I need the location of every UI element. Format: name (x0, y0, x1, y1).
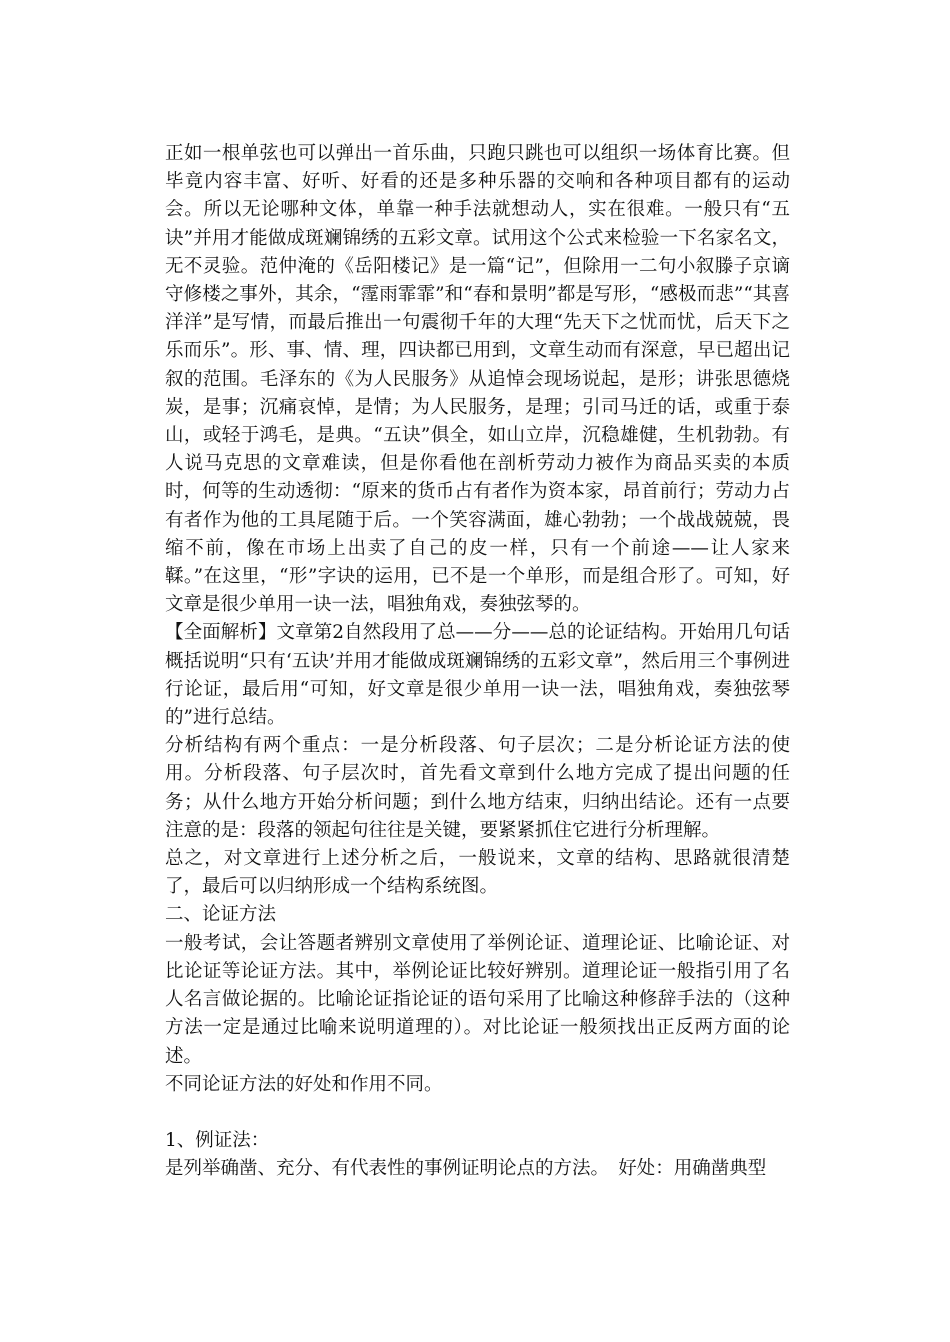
document-body (165, 140, 790, 1184)
paragraph-exam-methods: 一般考试，会让答题者辨别文章使用了举例论证、道理论证、比喻论证、对比论证等论证方法。其中，举例论证比较好辨别。道理论证一般指引用了名人名言做论据的。比喻论证指论证的语句采用了比喻这种修辞手法的（这种方法一定是通过比喻来说明道理的）。对比论证一般须找出正反两方面的论述。 (165, 932, 790, 1067)
paragraph-five-techniques: 正如一根单弦也可以弹出一首乐曲，只跑只跳也可以组织一场体育比赛。但毕竟内容丰富、好听、好看的还是多种乐器的交响和各种项目都有的运动会。所以无论哪种文体，单靠一种手法就想动人，实在很难。一般只有“五诀”并用才能做成斑斓锦绣的五彩文章。试用这个公式来检验一下名家名文，无不灵验。范仲淹的《岳阳楼记》是一篇“记”，但除用一二句小叙滕子京谪守修楼之事外，其余，“霪雨霏霏”和“春和景明”都是写形，“感极而悲”“其喜洋洋”是写情，而最后推出一句震彻千年的大理“先天下之忧而忧，后天下之乐而乐”。形、事、情、理，四诀都已用到，文章生动而有深意，早已超出记叙的范围。毛泽东的《为人民服务》从追悼会现场说起，是形；讲张思德烧炭，是事；沉痛哀悼，是情；为人民服务，是理；引司马迁的话，或重于泰山，或轻于鸿毛，是典。“五诀”俱全，如山立岸，沉稳雄健，生机勃勃。有人说马克思的文章难读，但是你看他在剖析劳动力被作为商品买卖的本质时，何等的生动透彻：“原来的货币占有者作为资本家，昂首前行；劳动力占有者作为他的工具尾随于后。一个笑容满面，雄心勃勃；一个战战兢兢，畏缩不前，像在市场上出卖了自己的皮一样，只有一个前途——让人家来鞣。”在这里，“形”字诀的运用，已不是一个单形，而是组合形了。可知，好文章是很少单用一诀一法，唱独角戏，奏独弦琴的。 (165, 143, 790, 616)
section-heading-argument-methods: 二、论证方法 (165, 904, 277, 926)
subheading-example-method: 1、例证法： (165, 1130, 270, 1152)
paragraph-full-analysis: 【全面解析】文章第2自然段用了总——分——总的论证结构。开始用几句话概括说明“只有‘五诀’并用才能做成斑斓锦绣的五彩文章”，然后用三个事例进行论证，最后用“可知，好文章是很少单用一诀一法，唱独角戏，奏独弦琴的”进行总结。 (165, 622, 790, 729)
paragraph-method-benefits: 不同论证方法的好处和作用不同。 (165, 1073, 443, 1095)
paragraph-summary: 总之，对文章进行上述分析之后，一般说来，文章的结构、思路就很清楚了，最后可以归纳形成一个结构系统图。 (165, 848, 790, 898)
paragraph-example-method: 是列举确凿、充分、有代表性的事例证明论点的方法。 好处：用确凿典型 (165, 1158, 767, 1180)
blank-line (165, 1099, 790, 1127)
paragraph-structure-analysis: 分析结构有两个重点：一是分析段落、句子层次；二是分析论证方法的使用。分析段落、句子层次时，首先看文章到什么地方完成了提出问题的任务；从什么地方开始分析问题；到什么地方结束，归纳出结论。还有一点要注意的是：段落的领起句往往是关键，要紧紧抓住它进行分析理解。 (165, 735, 790, 841)
